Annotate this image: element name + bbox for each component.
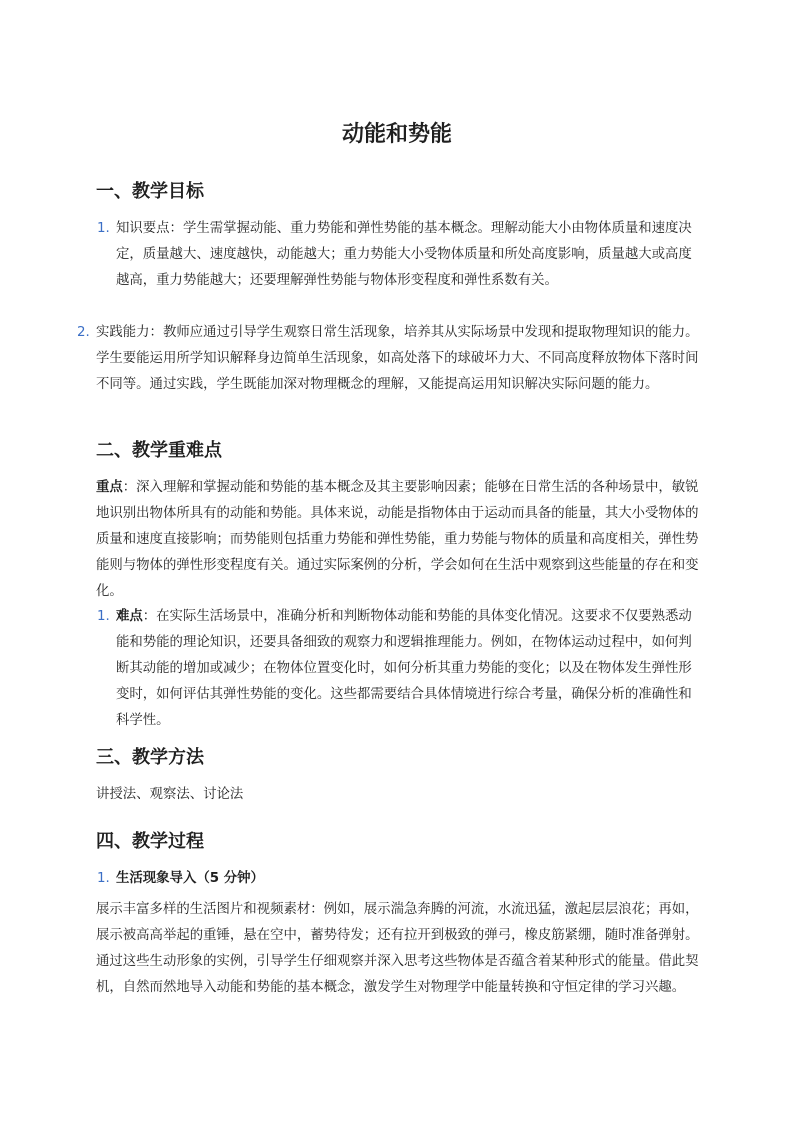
list-number: 1. <box>97 609 110 624</box>
list-number: 1. <box>97 871 110 886</box>
list-number: 2. <box>77 325 90 340</box>
difficulty-paragraph <box>116 604 700 734</box>
objective-knowledge-text: 学生需掌握动能、重力势能和弹性势能的基本概念。理解动能大小由物体质量和速度决定，质量越大、速度越快，动能越大；重力势能大小受物体质量和所处高度影响，质量越大或高度越高，重力势能越大；还要理解弹性势能与物体形变程度和弹性系数有关。 <box>116 221 692 288</box>
methods-text: 讲授法、观察法、讨论法 <box>96 787 244 802</box>
objective-knowledge-label: 知识要点： <box>116 221 183 236</box>
step-title: 生活现象导入（5 分钟） <box>116 871 264 886</box>
section-heading-key-points: 二、教学重难点 <box>96 440 222 461</box>
key-point-paragraph <box>96 475 700 605</box>
key-point-text: ：深入理解和掌握动能和势能的基本概念及其主要影响因素；能够在日常生活的各种场景中，敏锐地识别出物体所具有的动能和势能。具体来说，动能是指物体由于运动而具备的能量，其大小受物体的质量和速度直接影响；而势能则包括重力势能和弹性势能，重力势能与物体的质量和高度相关，弹性势能则与物体的弹性形变程度有关。通过实际案例的分析，学会如何在生活中观察到这些能量的存在和变化。 <box>96 480 699 599</box>
objective-practice-label: 实践能力： <box>96 325 163 340</box>
document-title: 动能和势能 <box>341 122 452 147</box>
section-heading-methods: 三、教学方法 <box>96 747 204 768</box>
objective-practice <box>96 320 700 398</box>
key-point-label: 重点 <box>96 480 123 495</box>
section-heading-process: 四、教学过程 <box>96 831 204 852</box>
list-number: 1. <box>97 221 110 236</box>
step-description: 展示丰富多样的生活图片和视频素材：例如，展示湍急奔腾的河流，水流迅猛，激起层层浪花；再如，展示被高高举起的重锤，悬在空中，蓄势待发；还有拉开到极致的弹弓，橡皮筋紧绷，随时准备弹射。通过这些生动形象的实例，引导学生仔细观察并深入思考这些物体是否蕴含着某种形式的能量。借此契机，自然而然地导入动能和势能的基本概念，激发学生对物理学中能量转换和守恒定律的学习兴趣。 <box>96 902 699 995</box>
objective-knowledge <box>116 216 700 294</box>
difficulty-text: ：在实际生活场景中，准确分析和判断物体动能和势能的具体变化情况。这要求不仅要熟悉动能和势能的理论知识，还要具备细致的观察力和逻辑推理能力。例如，在物体运动过程中，如何判断其动能的增加或减少；在物体位置变化时，如何分析其重力势能的变化；以及在物体发生弹性形变时，如何评估其弹性势能的变化。这些都需要结合具体情境进行综合考量，确保分析的准确性和科学性。 <box>116 609 692 728</box>
difficulty-label: 难点 <box>116 609 143 624</box>
section-heading-objectives: 一、教学目标 <box>96 181 204 202</box>
objective-practice-text: 教师应通过引导学生观察日常生活现象，培养其从实际场景中发现和提取物理知识的能力。学生要能运用所学知识解释身边简单生活现象，如高处落下的球破坏力大、不同高度释放物体下落时间不同等。通过实践，学生既能加深对物理概念的理解，又能提高运用知识解决实际问题的能力。 <box>96 325 699 392</box>
